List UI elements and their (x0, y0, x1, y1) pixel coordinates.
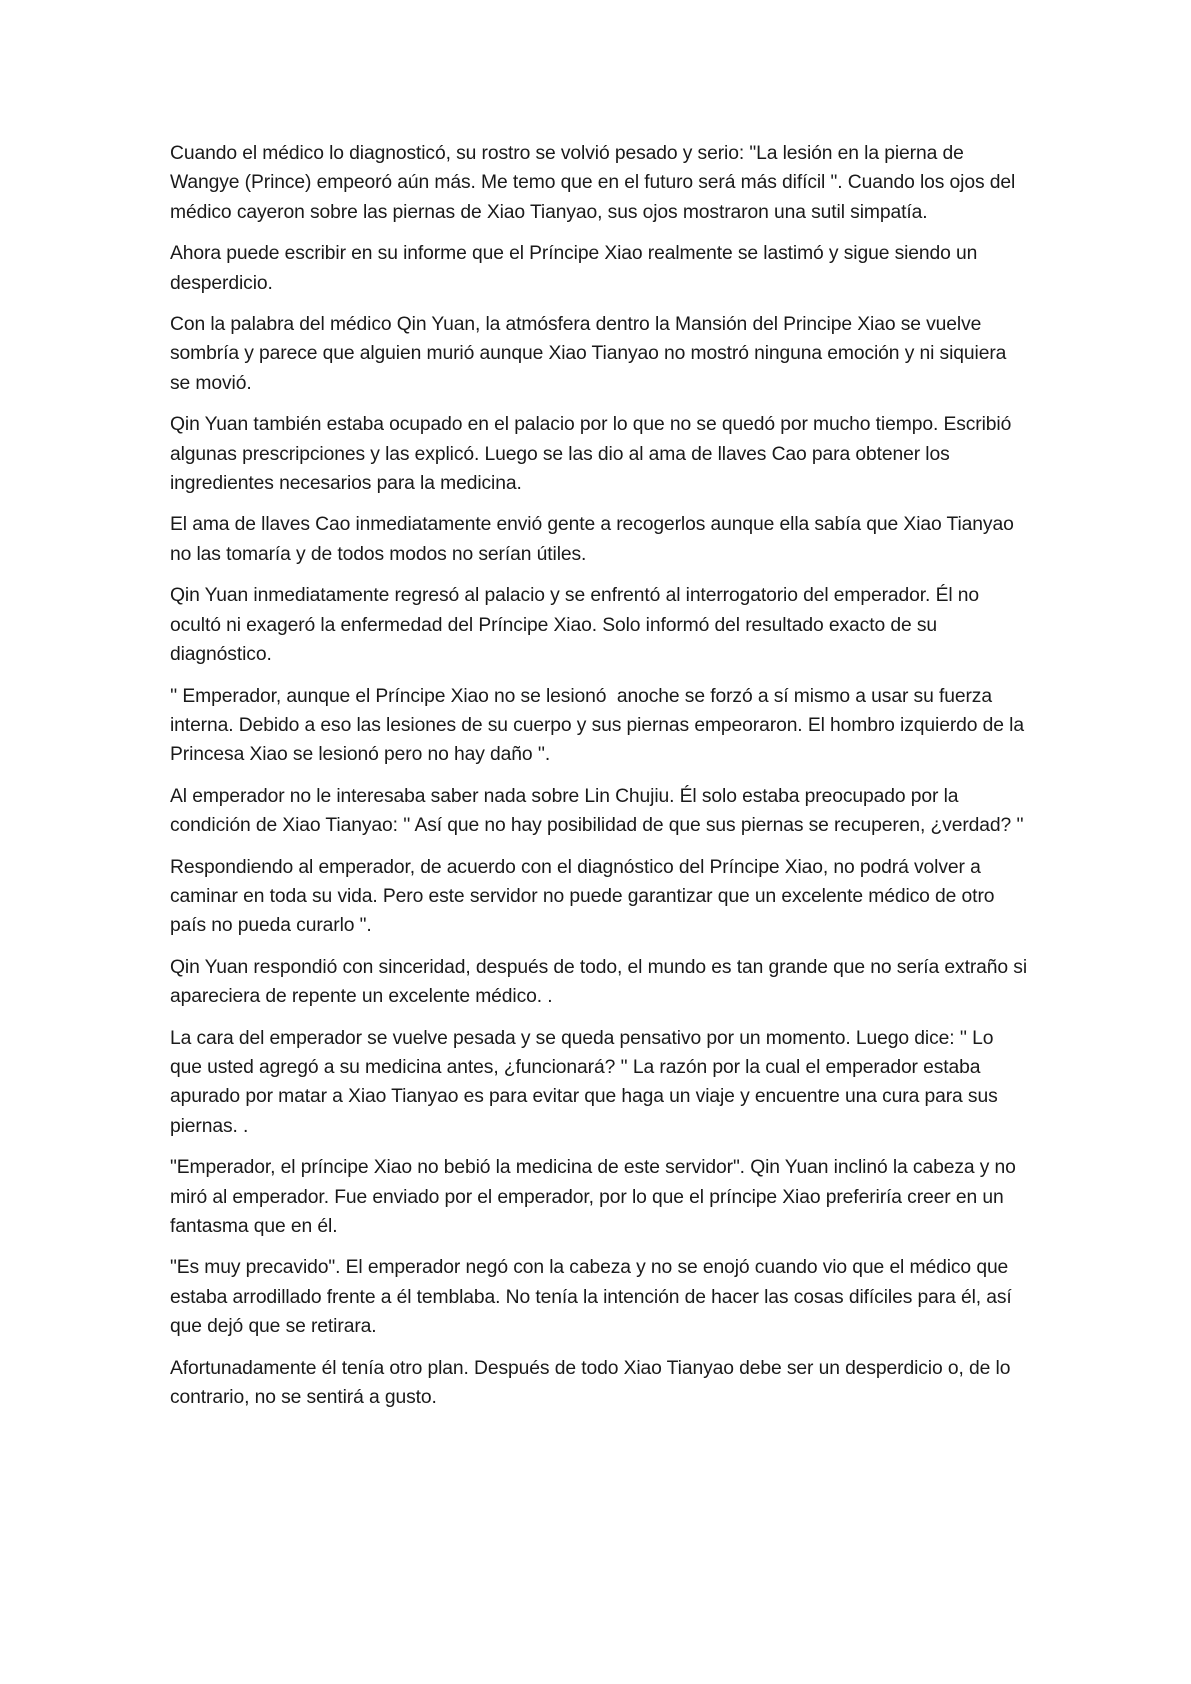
paragraph: Qin Yuan inmediatamente regresó al palacio y se enfrentó al interrogatorio del emperador. Él no ocultó ni exageró la enfermedad del Príncipe Xiao. Solo informó del resultado exacto de su diagnóstico. (170, 585, 985, 666)
paragraph: Qin Yuan también estaba ocupado en el palacio por lo que no se quedó por mucho tiempo. Escribió algunas prescripciones y las explicó. Luego se las dio al ama de llaves Cao para obtener los ingredientes necesarios para la medicina. (170, 414, 1017, 495)
paragraph: La cara del emperador se vuelve pesada y se queda pensativo por un momento. Luego dice: '' Lo que usted agregó a su medicina antes, ¿funcionará? '' La razón por la cual el emperador estaba apurado por matar a Xiao Tianyao es para evitar que haga un viaje y encuentre una cura para sus piernas. . (170, 1027, 1003, 1137)
paragraph: Qin Yuan respondió con sinceridad, después de todo, el mundo es tan grande que no sería extraño si apareciera de repente un excelente médico. . (170, 956, 1033, 1008)
paragraph: Cuando el médico lo diagnosticó, su rostro se volvió pesado y serio: "La lesión en la pierna de Wangye (Prince) empeoró aún más. Me temo que en el futuro será más difícil ". Cuando los ojos del médico cayeron sobre las piernas de Xiao Tianyao, sus ojos mostraron una sutil simpatía. (170, 143, 1021, 223)
paragraph: Respondiendo al emperador, de acuerdo con el diagnóstico del Príncipe Xiao, no podrá volver a caminar en toda su vida. Pero este servidor no puede garantizar que un excelente médico de otro país no pueda curarlo ". (170, 856, 1000, 937)
paragraph: "Es muy precavido". El emperador negó con la cabeza y no se enojó cuando vio que el médico que estaba arrodillado frente a él temblaba. No tenía la intención de hacer las cosas difíciles para él, así que dejó que se retirara. (170, 1257, 1017, 1338)
paragraph: Con la palabra del médico Qin Yuan, la atmósfera dentro la Mansión del Principe Xiao se vuelve sombría y parece que alguien murió aunque Xiao Tianyao no mostró ninguna emoción y ni siquiera se movió. (170, 314, 1012, 394)
document-body (170, 139, 1033, 1424)
paragraph: "Emperador, el príncipe Xiao no bebió la medicina de este servidor". Qin Yuan inclinó la cabeza y no miró al emperador. Fue enviado por el emperador, por lo que el príncipe Xiao preferiría creer en un fantasma que en él. (170, 1157, 1022, 1237)
paragraph: El ama de llaves Cao inmediatamente envió gente a recogerlos aunque ella sabía que Xiao Tianyao no las tomaría y de todos modos no serían útiles. (170, 514, 1019, 565)
paragraph: Ahora puede escribir en su informe que el Príncipe Xiao realmente se lastimó y sigue siendo un desperdicio. (170, 243, 983, 294)
paragraph: '' Emperador, aunque el Príncipe Xiao no se lesionó anoche se forzó a sí mismo a usar su fuerza interna. Debido a eso las lesiones de su cuerpo y sus piernas empeoraron. El hombro izquierdo de la Princesa Xiao se lesionó pero no hay daño ''. (170, 685, 1030, 766)
paragraph: Afortunadamente él tenía otro plan. Después de todo Xiao Tianyao debe ser un desperdicio o, de lo contrario, no se sentirá a gusto. (170, 1357, 1016, 1409)
paragraph: Al emperador no le interesaba saber nada sobre Lin Chujiu. Él solo estaba preocupado por la condición de Xiao Tianyao: '' Así que no hay posibilidad de que sus piernas se recuperen, ¿verdad? '' (170, 785, 1024, 837)
